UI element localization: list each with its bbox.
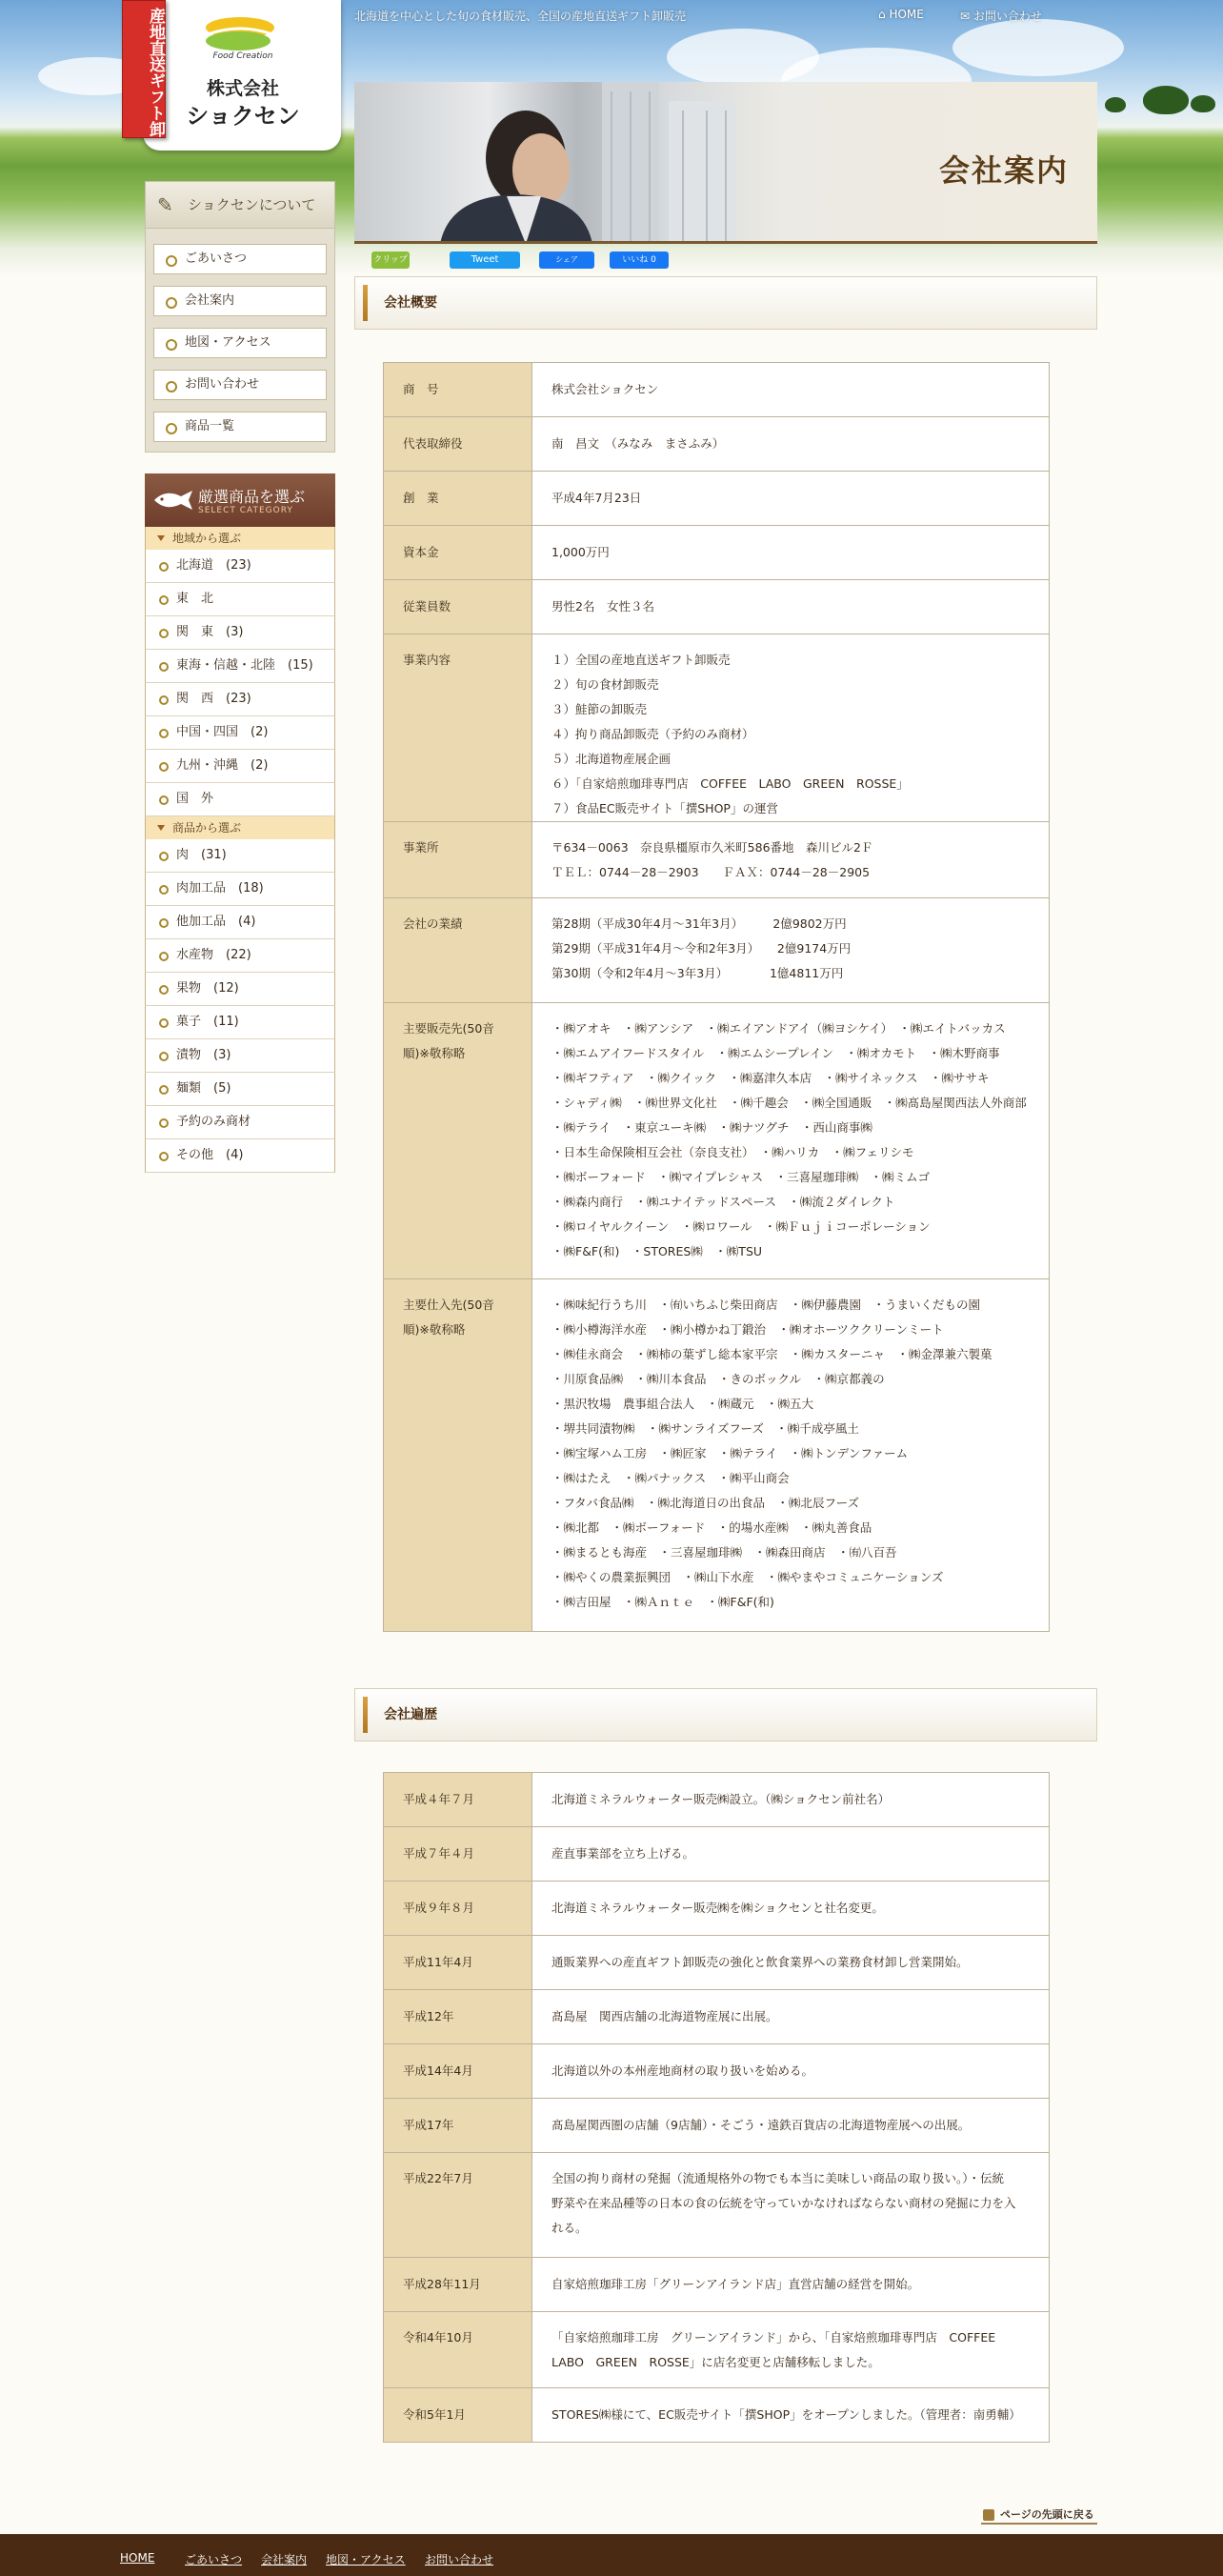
table-value-line: ・㈱エムアイフードスタイル ・㈱エムシープレイン ・㈱オカモト ・㈱木野商事 bbox=[551, 1046, 1000, 1060]
table-value-cell bbox=[532, 2153, 1050, 2258]
table-value-cell bbox=[532, 1990, 1050, 2044]
tree-decoration bbox=[1143, 86, 1189, 114]
table-value-line: ・㈱宝塚ハム工房 ・㈱匠家 ・㈱テライ ・㈱トンデンファーム bbox=[551, 1446, 909, 1460]
table-label: 主要仕入先(50音順)※敬称略 bbox=[403, 1298, 494, 1337]
table-value-line: ・㈱アオキ ・㈱アンシア ・㈱エイアンドアイ（㈱ヨシケイ） ・㈱エイトバッカス bbox=[551, 1021, 1006, 1036]
category-item-product[interactable]: 菓子 (11) bbox=[145, 1006, 335, 1039]
table-label: 創 業 bbox=[403, 491, 439, 505]
category-item-region[interactable]: 中国・四国 (2) bbox=[145, 716, 335, 750]
footer-link-access[interactable]: 地図・アクセス bbox=[326, 2553, 406, 2566]
category-item-region[interactable]: 関 西 (23) bbox=[145, 683, 335, 716]
category-item-product[interactable]: 麺類 (5) bbox=[145, 1073, 335, 1106]
table-label: 事業内容 bbox=[403, 653, 451, 667]
table-value-line: STORES㈱様にて、EC販売サイト「撰SHOP」をオープンしました。（管理者：南勇輔） bbox=[551, 2407, 1021, 2422]
site-tagline: 北海道を中心とした旬の食材販売、全国の産地直送ギフト卸販売 bbox=[354, 10, 687, 23]
table-row bbox=[384, 1827, 1050, 1882]
table-value-line: ６）「自家焙煎珈琲専門店 COFFEE LABO GREEN ROSSE」 bbox=[551, 776, 909, 791]
table-value-line: 平成4年7月23日 bbox=[551, 491, 642, 505]
logo-company-name: ショクセン bbox=[186, 102, 300, 130]
category-item-product[interactable]: 水産物 (22) bbox=[145, 939, 335, 973]
table-value-cell bbox=[532, 822, 1050, 898]
history-table bbox=[383, 1772, 1050, 2443]
table-value-line: ・㈱北都 ・㈱ボーフォード ・的場水産㈱ ・㈱丸善食品 bbox=[551, 1520, 872, 1535]
footer-link-company[interactable]: 会社案内 bbox=[261, 2553, 308, 2566]
table-value-line: ・㈱佳永商会 ・㈱柿の葉ずし総本家平宗 ・㈱カスターニャ ・㈱金澤兼六製菓 bbox=[551, 1347, 992, 1361]
footer-link-contact[interactable]: お問い合わせ bbox=[425, 2553, 494, 2566]
category-item-product[interactable]: 漬物 (3) bbox=[145, 1039, 335, 1073]
table-label-cell bbox=[384, 2099, 532, 2153]
table-value-line: ・㈱ギフティア ・㈱クイック ・㈱嘉津久本店 ・㈱サイネックス ・㈱ササキ bbox=[551, 1071, 990, 1085]
overview-heading: 会社概要 bbox=[354, 276, 1097, 330]
category-item-product[interactable]: 肉 (31) bbox=[145, 839, 335, 873]
sidebar bbox=[145, 181, 335, 1173]
table-value-cell bbox=[532, 526, 1050, 580]
table-value-cell bbox=[532, 1827, 1050, 1882]
table-label: 主要販売先(50音順)※敬称略 bbox=[403, 1021, 494, 1060]
table-value-line: ・日本生命保険相互会社（奈良支社） ・㈱ハリカ ・㈱フェリシモ bbox=[551, 1145, 914, 1159]
table-label: 代表取締役 bbox=[403, 436, 463, 451]
table-label-cell bbox=[384, 2388, 532, 2443]
table-label-cell bbox=[384, 526, 532, 580]
page-top-link[interactable]: ページの先頭に戻る bbox=[981, 2507, 1097, 2525]
table-value-cell bbox=[532, 2044, 1050, 2099]
table-value-line: ４）拘り商品卸販売（予約のみ商材） bbox=[551, 727, 754, 741]
table-value-cell bbox=[532, 417, 1050, 472]
table-value-line: ・川原食品㈱ ・㈱川本食品 ・きのボックル ・㈱京都義の bbox=[551, 1372, 885, 1386]
category-item-product[interactable]: 他加工品 (4) bbox=[145, 906, 335, 939]
table-value-line: 「自家焙煎珈琲工房 グリーンアイランド」から、「自家焙煎珈琲専門店 COFFEE bbox=[551, 2330, 996, 2345]
table-label-cell bbox=[384, 2312, 532, 2388]
category-item-region[interactable]: 北海道 (23) bbox=[145, 550, 335, 583]
table-value-line: 髙島屋 関西店舗の北海道物産展に出展。 bbox=[551, 2009, 778, 2023]
table-label: 平成22年7月 bbox=[403, 2171, 473, 2185]
table-label-cell bbox=[384, 1773, 532, 1827]
table-value-cell bbox=[532, 363, 1050, 417]
table-value-line: ・㈱はたえ ・㈱パナックス ・㈱平山商会 bbox=[551, 1471, 790, 1485]
table-row bbox=[384, 2153, 1050, 2258]
table-value-line: ・㈱吉田屋 ・㈱Ａｎｔｅ ・㈱F&F(和) bbox=[551, 1595, 774, 1609]
table-value-line: ・㈱森内商行 ・㈱ユナイテッドスペース ・㈱流２ダイレクト bbox=[551, 1195, 895, 1209]
table-row bbox=[384, 1990, 1050, 2044]
table-value-line: れる。 bbox=[551, 2221, 588, 2235]
cloud-decoration bbox=[952, 19, 1124, 76]
history-heading: 会社遍歴 bbox=[354, 1688, 1097, 1741]
table-row bbox=[384, 898, 1050, 1003]
table-label: 平成14年4月 bbox=[403, 2063, 473, 2078]
table-label: 令和4年10月 bbox=[403, 2330, 473, 2345]
table-label-cell bbox=[384, 2258, 532, 2312]
table-label-cell bbox=[384, 2044, 532, 2099]
table-value-line: 南 昌文 （みなみ まさふみ） bbox=[551, 436, 725, 451]
table-label: 従業員数 bbox=[403, 599, 451, 614]
table-value-line: ・シャディ㈱ ・㈱世界文化社 ・㈱千趣会 ・㈱全国通販 ・㈱髙島屋関西法人外商部 bbox=[551, 1096, 1027, 1110]
region-section-heading: 地域から選ぶ bbox=[145, 527, 335, 550]
table-value-line: 髙島屋関西圏の店舗（9店舗）・そごう・遠鉄百貨店の北海道物産展への出展。 bbox=[551, 2118, 971, 2132]
table-value-line: ７）食品EC販売サイト「撰SHOP」の運営 bbox=[551, 801, 778, 815]
table-label: 平成17年 bbox=[403, 2118, 454, 2132]
table-value-line: １）全国の産地直送ギフト卸販売 bbox=[551, 653, 731, 667]
contact-link-label: お問い合わせ bbox=[972, 10, 1042, 23]
book-icon: ✎ bbox=[157, 193, 173, 216]
table-value-line: ・黒沢牧場 農事組合法人 ・㈱蔵元 ・㈱五大 bbox=[551, 1397, 814, 1411]
table-value-line: 通販業界への産直ギフト卸販売の強化と飲食業界への業務食材卸し営業開始。 bbox=[551, 1955, 969, 1969]
page-title: 会社案内 bbox=[938, 152, 1069, 189]
table-row bbox=[384, 1936, 1050, 1990]
table-label-cell bbox=[384, 580, 532, 634]
logo-english: Food Creation bbox=[212, 51, 273, 61]
category-item-product[interactable]: 果物 (12) bbox=[145, 973, 335, 1006]
mail-icon: ✉ bbox=[960, 10, 971, 23]
table-value-line: ・㈱F&F(和) ・STORES㈱ ・㈱TSU bbox=[551, 1244, 763, 1258]
table-label-cell bbox=[384, 822, 532, 898]
table-value-line: ・㈱小樽海洋水産 ・㈱小樽かね丁鍛治 ・㈱オホーツククリーンミート bbox=[551, 1322, 944, 1337]
table-value-line: ５）北海道物産展企画 bbox=[551, 752, 672, 766]
table-label-cell bbox=[384, 417, 532, 472]
table-value-cell bbox=[532, 1279, 1050, 1632]
table-label: 事業所 bbox=[403, 840, 439, 855]
table-label: 資本金 bbox=[403, 545, 439, 559]
category-item-product[interactable]: 肉加工品 (18) bbox=[145, 873, 335, 906]
category-item-region[interactable]: 東海・信越・北陸 (15) bbox=[145, 650, 335, 683]
table-label-cell bbox=[384, 1827, 532, 1882]
footer-link-home[interactable]: HOME bbox=[120, 2551, 155, 2565]
table-value-cell bbox=[532, 2258, 1050, 2312]
table-value-line: 自家焙煎珈琲工房「グリーンアイランド店」直営店舗の経営を開始。 bbox=[551, 2277, 920, 2291]
table-label-cell bbox=[384, 1003, 532, 1279]
gift-tag-badge: 産地直送ギフト卸 bbox=[122, 0, 166, 138]
table-value-line: 野菜や在来品種等の日本の食の伝統を守っていかなければならない商材の発掘に力を入 bbox=[551, 2196, 1016, 2210]
logo-company-prefix: 株式会社 bbox=[206, 78, 279, 99]
category-item-product[interactable]: その他 (4) bbox=[145, 1139, 335, 1173]
table-row bbox=[384, 2312, 1050, 2388]
category-heading bbox=[145, 473, 335, 527]
tweet-button[interactable]: Tweet bbox=[450, 252, 520, 269]
table-value-cell bbox=[532, 1003, 1050, 1279]
table-value-line: 第30期（令和2年4月〜3年3月） 1億4811万円 bbox=[551, 966, 844, 980]
hero-banner bbox=[354, 82, 1097, 244]
site-logo[interactable] bbox=[143, 0, 341, 151]
sidebar-about-title: ショクセンについて bbox=[188, 196, 316, 213]
table-label-cell bbox=[384, 1882, 532, 1936]
table-value-cell bbox=[532, 472, 1050, 526]
table-label-cell bbox=[384, 634, 532, 822]
table-label-cell bbox=[384, 1990, 532, 2044]
table-value-line: ・㈱ボーフォード ・㈱マイプレシャス ・三喜屋珈琲㈱ ・㈱ミムゴ bbox=[551, 1170, 931, 1184]
table-label-cell bbox=[384, 363, 532, 417]
table-value-line: ・堺共同漬物㈱ ・㈱サンライズフーズ ・㈱千成亭風土 bbox=[551, 1421, 859, 1436]
tree-decoration bbox=[1105, 97, 1126, 112]
table-value-line: 〒634－0063 奈良県橿原市久米町586番地 森川ビル2Ｆ bbox=[551, 840, 873, 855]
table-label: 平成11年4月 bbox=[403, 1955, 473, 1969]
table-value-line: ・㈱味紀行うち川 ・㈲いちふじ柴田商店 ・㈱伊藤農園 ・うまいくだもの園 bbox=[551, 1298, 981, 1312]
table-value-cell bbox=[532, 2312, 1050, 2388]
footer bbox=[0, 2534, 1223, 2576]
table-value-line: ・㈱ロイヤルクイーン ・㈱ロワール ・㈱Ｆｕｊｉコーポレーション bbox=[551, 1219, 931, 1234]
table-label: 商 号 bbox=[403, 382, 439, 396]
table-value-line: ・フタバ食品㈱ ・㈱北海道日の出食品 ・㈱北辰フーズ bbox=[551, 1496, 860, 1510]
overview-table bbox=[383, 362, 1050, 1632]
home-link[interactable] bbox=[878, 8, 924, 21]
table-value-line: ・㈱テライ ・東京ユーキ㈱ ・㈱ナツグチ ・西山商事㈱ bbox=[551, 1120, 872, 1135]
table-row bbox=[384, 1003, 1050, 1279]
sidebar-item-contact[interactable]: お問い合わせ bbox=[153, 370, 327, 400]
clip-button[interactable]: クリップ bbox=[371, 252, 410, 269]
table-label: 令和5年1月 bbox=[403, 2407, 466, 2422]
table-label-cell bbox=[384, 472, 532, 526]
table-value-line: 株式会社ショクセン bbox=[551, 382, 659, 396]
table-label: 平成12年 bbox=[403, 2009, 454, 2023]
home-icon: ⌂ bbox=[878, 8, 886, 21]
table-value-line: 男性2名 女性３名 bbox=[551, 599, 654, 614]
table-row bbox=[384, 363, 1050, 417]
table-row bbox=[384, 1882, 1050, 1936]
table-value-cell bbox=[532, 580, 1050, 634]
facebook-share-button[interactable]: シェア bbox=[539, 252, 594, 269]
table-label-cell bbox=[384, 1936, 532, 1990]
table-row bbox=[384, 417, 1050, 472]
sidebar-item-access[interactable]: 地図・アクセス bbox=[153, 328, 327, 358]
table-row bbox=[384, 2258, 1050, 2312]
table-value-line: 1,000万円 bbox=[551, 545, 610, 559]
table-value-line: 第28期（平成30年4月〜31年3月） 2億9802万円 bbox=[551, 916, 847, 931]
category-item-region[interactable]: 関 東 (3) bbox=[145, 616, 335, 650]
facebook-like-button[interactable]: いいね 0 bbox=[610, 252, 669, 269]
table-row bbox=[384, 634, 1050, 822]
table-value-line: 全国の拘り商材の発掘（流通規格外の物でも本当に美味しい商品の取り扱い。）・伝統 bbox=[551, 2171, 1005, 2185]
category-title: 厳選商品を選ぶ bbox=[198, 488, 306, 506]
category-item-region[interactable]: 東 北 bbox=[145, 583, 335, 616]
table-value-cell bbox=[532, 634, 1050, 822]
contact-link[interactable] bbox=[960, 8, 1042, 24]
table-value-line: ３）鮭節の卸販売 bbox=[551, 702, 648, 716]
table-value-line: 産直事業部を立ち上げる。 bbox=[551, 1846, 695, 1861]
table-label: 平成４年７月 bbox=[403, 1792, 475, 1806]
table-value-cell bbox=[532, 1882, 1050, 1936]
category-subtitle: SELECT CATEGORY bbox=[198, 506, 293, 515]
product-section-heading: 商品から選ぶ bbox=[145, 816, 335, 839]
table-row bbox=[384, 472, 1050, 526]
table-label: 平成７年４月 bbox=[403, 1846, 475, 1861]
table-row bbox=[384, 2044, 1050, 2099]
home-link-label: HOME bbox=[889, 8, 924, 21]
table-value-cell bbox=[532, 2099, 1050, 2153]
table-value-line: 北海道ミネラルウォーター販売㈱を㈱ショクセンと社名変更。 bbox=[551, 1901, 884, 1915]
table-value-line: ＴＥＬ：0744－28－2903 ＦＡＸ：0744－28－2905 bbox=[551, 865, 871, 879]
tree-decoration bbox=[1191, 95, 1215, 112]
table-value-line: 北海道以外の本州産地商材の取り扱いを始める。 bbox=[551, 2063, 814, 2078]
table-value-line: LABO GREEN ROSSE」に店名変更と店舗移転しました。 bbox=[551, 2355, 880, 2369]
table-value-line: ・㈱やくの農業振興団 ・㈱山下水産 ・㈱やまやコミュニケーションズ bbox=[551, 1570, 944, 1584]
sidebar-item-company[interactable]: 会社案内 bbox=[153, 286, 327, 316]
table-value-cell bbox=[532, 2388, 1050, 2443]
table-label: 平成28年11月 bbox=[403, 2277, 481, 2291]
table-value-line: ・㈱まるとも海産 ・三喜屋珈琲㈱ ・㈱森田商店 ・㈲八百吾 bbox=[551, 1545, 897, 1560]
sidebar-about-heading bbox=[145, 181, 335, 229]
sidebar-item-greeting[interactable]: ごあいさつ bbox=[153, 244, 327, 274]
footer-link-greeting[interactable]: ごあいさつ bbox=[185, 2553, 243, 2566]
table-label-cell bbox=[384, 2153, 532, 2258]
table-row bbox=[384, 526, 1050, 580]
table-row bbox=[384, 2099, 1050, 2153]
table-row bbox=[384, 580, 1050, 634]
table-value-cell bbox=[532, 1773, 1050, 1827]
table-value-line: 第29期（平成31年4月〜令和2年3月） 2億9174万円 bbox=[551, 941, 852, 956]
table-value-line: 北海道ミネラルウォーター販売㈱設立。（㈱ショクセン前社名） bbox=[551, 1792, 891, 1806]
sidebar-about-menu bbox=[145, 229, 335, 453]
table-label: 平成９年８月 bbox=[403, 1901, 475, 1915]
category-item-region[interactable]: 九州・沖縄 (2) bbox=[145, 750, 335, 783]
table-value-cell bbox=[532, 1936, 1050, 1990]
table-row bbox=[384, 822, 1050, 898]
table-label-cell bbox=[384, 1279, 532, 1632]
table-row bbox=[384, 1773, 1050, 1827]
category-item-product[interactable]: 予約のみ商材 bbox=[145, 1106, 335, 1139]
table-label: 会社の業績 bbox=[403, 916, 463, 931]
table-value-line: ２）旬の食材卸販売 bbox=[551, 677, 659, 692]
logo-mark-icon bbox=[202, 15, 278, 51]
table-label-cell bbox=[384, 898, 532, 1003]
category-item-region[interactable]: 国 外 bbox=[145, 783, 335, 816]
table-row bbox=[384, 1279, 1050, 1632]
fish-icon bbox=[150, 487, 194, 513]
table-row bbox=[384, 2388, 1050, 2443]
table-value-cell bbox=[532, 898, 1050, 1003]
sidebar-item-products[interactable]: 商品一覧 bbox=[153, 412, 327, 442]
